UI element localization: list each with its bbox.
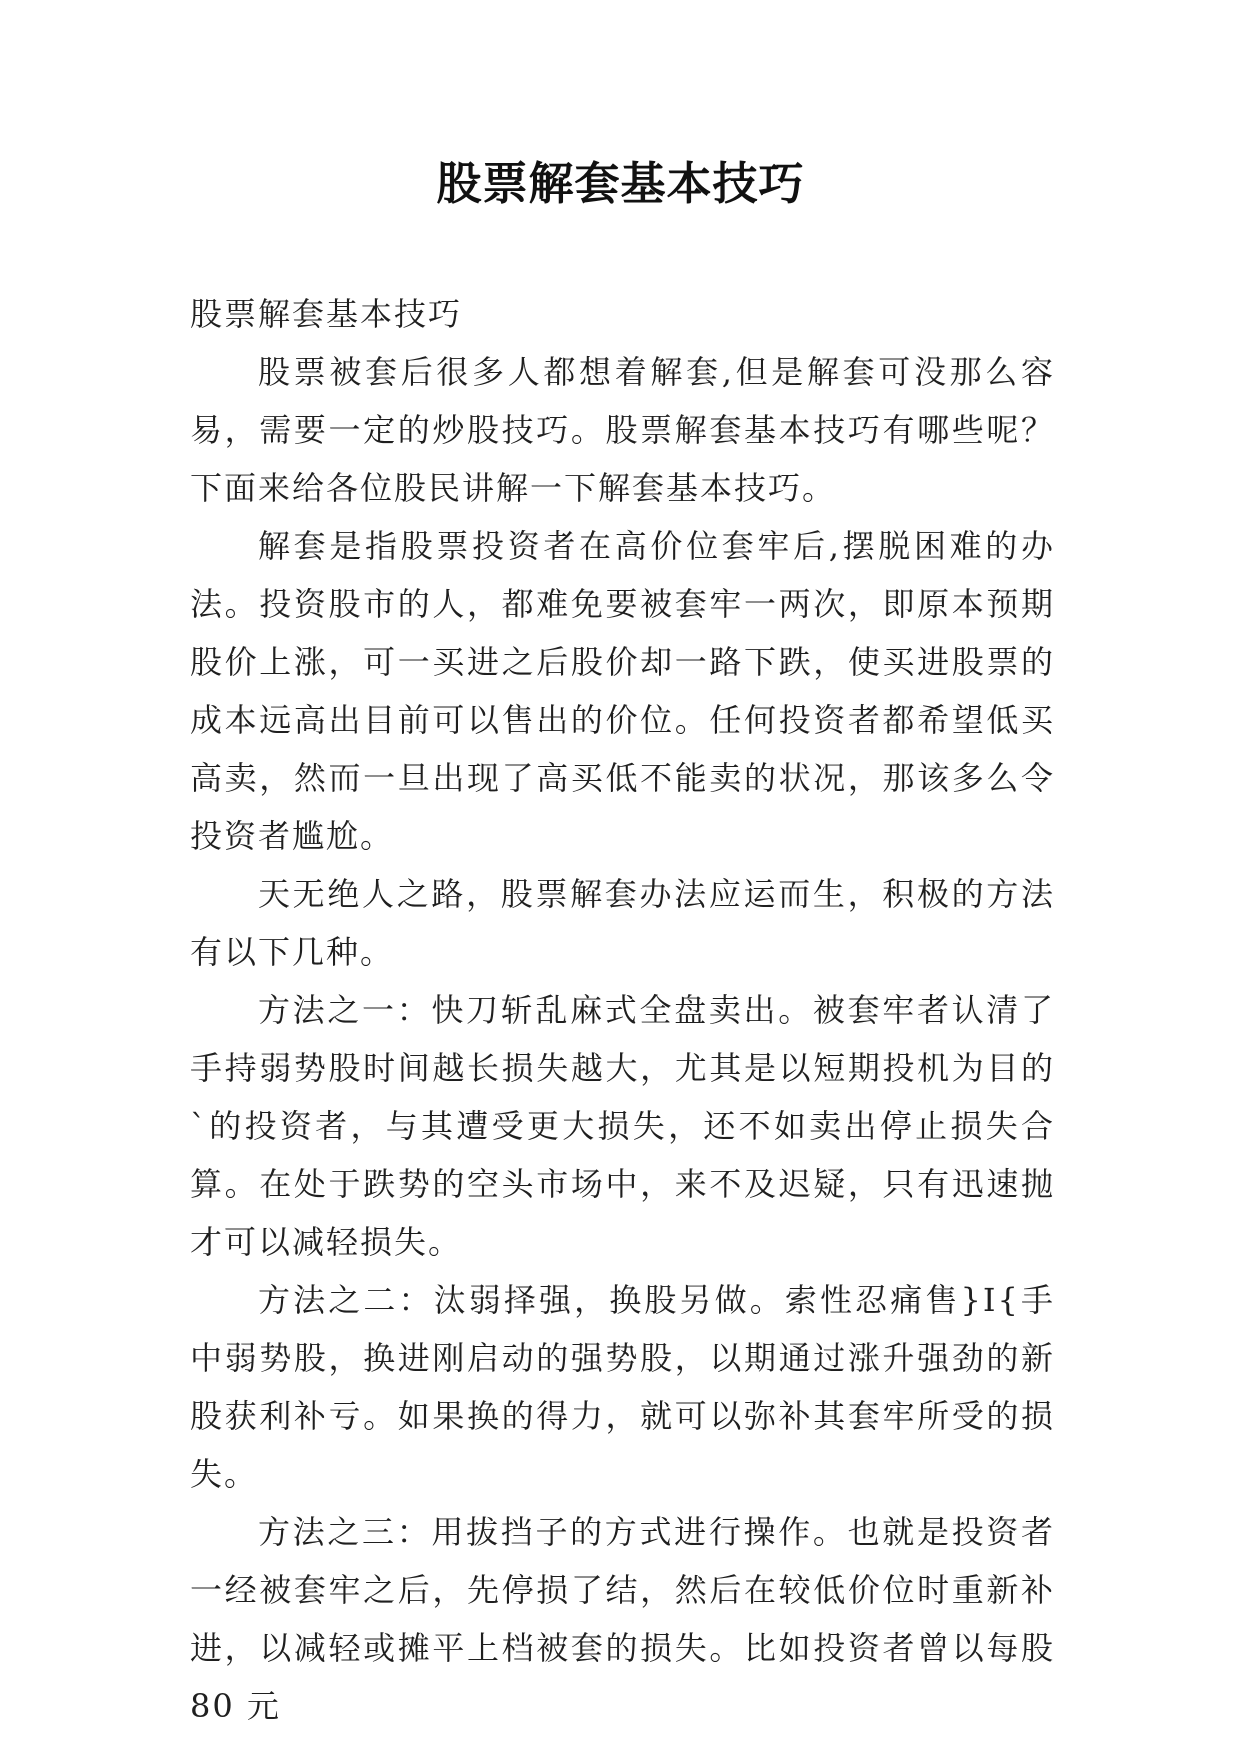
paragraph-method-three: 方法之三：用拔挡子的方式进行操作。也就是投资者一经被套牢之后，先停损了结，然后在较低价位时重新补进，以减轻或摊平上档被套的损失。比如投资者曾以每股 80 元 <box>190 1513 1055 1725</box>
paragraph-intro: 股票被套后很多人都想着解套,但是解套可没那么容易，需要一定的炒股技巧。股票解套基本技巧有哪些呢？下面来给各位股民讲解一下解套基本技巧。 <box>190 353 1055 507</box>
document-title: 股票解套基本技巧 <box>436 157 805 210</box>
paragraph-method-one: 方法之一：快刀斩乱麻式全盘卖出。被套牢者认清了手持弱势股时间越长损失越大，尤其是以短期投机为目的`的投资者，与其遭受更大损失，还不如卖出停止损失合算。在处于跌势的空头市场中，来不及迟疑，只有迅速抛才可以减轻损失。 <box>190 991 1055 1261</box>
paragraph-definition: 解套是指股票投资者在高价位套牢后,摆脱困难的办法。投资股市的人，都难免要被套牢一两次，即原本预期股价上涨，可一买进之后股价却一路下跌，使买进股票的成本远高出目前可以售出的价位。任何投资者都希望低买高卖，然而一旦出现了高买低不能卖的状况，那该多么令投资者尴尬。 <box>190 527 1055 855</box>
document-body <box>190 285 1055 1735</box>
paragraph-methods-lead: 天无绝人之路，股票解套办法应运而生，积极的方法有以下几种。 <box>190 875 1055 971</box>
paragraph-method-two: 方法之二：汰弱择强，换股另做。索性忍痛售}I{手中弱势股，换进刚启动的强势股，以期通过涨升强劲的新股获利补亏。如果换的得力，就可以弥补其套牢所受的损失。 <box>190 1281 1055 1493</box>
body-heading-line: 股票解套基本技巧 <box>190 295 463 333</box>
